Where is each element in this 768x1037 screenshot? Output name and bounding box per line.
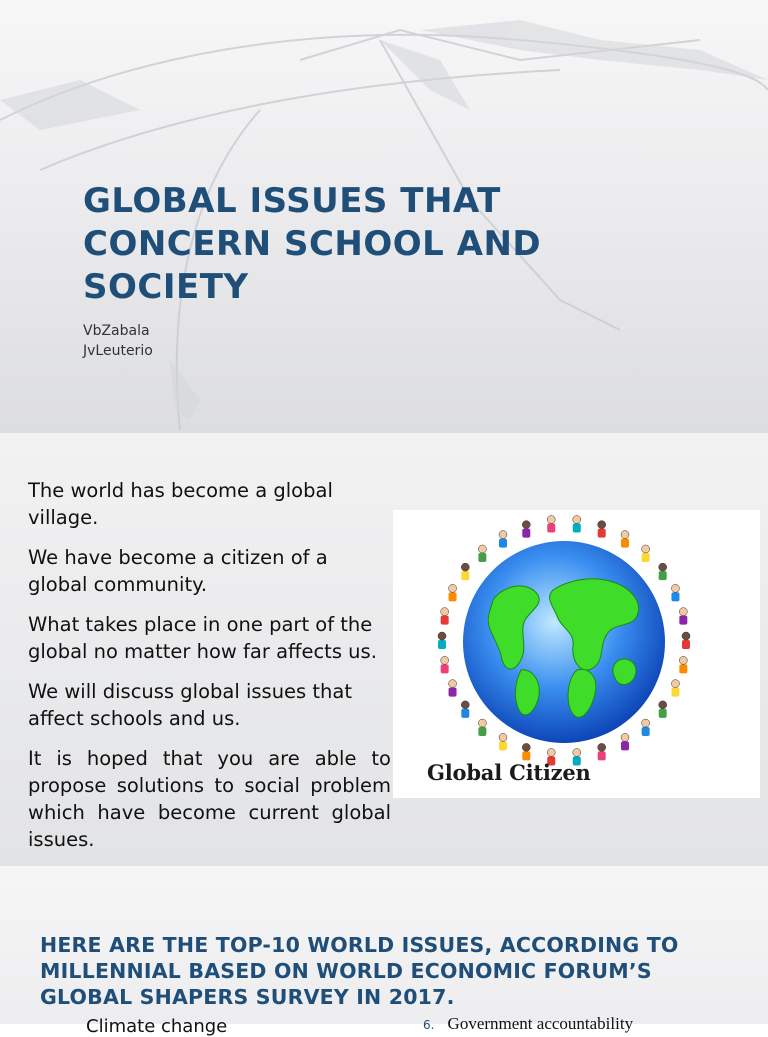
intro-paragraph: We will discuss global issues that affect schools and us. <box>28 680 353 730</box>
child-figure-icon <box>598 521 606 538</box>
child-figure-icon <box>478 545 486 562</box>
author-list <box>83 321 153 361</box>
child-figure-icon <box>671 680 679 697</box>
child-figure-icon <box>621 531 629 548</box>
child-figure-icon <box>642 545 650 562</box>
intro-text-column <box>28 477 391 866</box>
intro-paragraph: It is hoped that you are able to propose solutions to social problem which have become current global issues. <box>28 747 391 851</box>
image-caption: Global Citizen <box>427 760 591 785</box>
child-figure-icon <box>682 632 690 649</box>
child-figure-icon <box>478 719 486 736</box>
author-name: VbZabala <box>83 323 150 339</box>
intro-paragraph: We have become a citizen of a global community. <box>28 546 328 596</box>
child-figure-icon <box>499 531 507 548</box>
child-figure-icon <box>547 516 555 533</box>
child-figure-icon <box>679 608 687 625</box>
child-figure-icon <box>642 719 650 736</box>
author-name: JvLeuterio <box>83 343 153 359</box>
child-figure-icon <box>671 584 679 601</box>
globe-with-children-illustration <box>393 510 760 798</box>
child-figure-icon <box>449 680 457 697</box>
child-figure-icon <box>441 608 449 625</box>
intro-paragraph: What takes place in one part of the global no matter how far affects us. <box>28 613 377 663</box>
globe-icon <box>463 541 665 743</box>
top-issues-slide <box>0 866 768 1037</box>
slide-heading: HERE ARE THE TOP-10 WORLD ISSUES, ACCORDING TO MILLENNIAL BASED ON WORLD ECONOMIC FORUM’S GLOBAL SHAPERS SURVEY IN 2017. <box>40 933 679 1009</box>
issue-text: Government accountability <box>447 1014 634 1033</box>
issue-list-item: Climate change <box>86 1016 228 1037</box>
issue-list-item <box>423 1014 633 1034</box>
child-figure-icon <box>461 563 469 580</box>
child-figure-icon <box>679 656 687 673</box>
child-figure-icon <box>522 521 530 538</box>
child-figure-icon <box>621 733 629 750</box>
child-figure-icon <box>659 563 667 580</box>
child-figure-icon <box>438 632 446 649</box>
child-figure-icon <box>598 743 606 760</box>
child-figure-icon <box>441 656 449 673</box>
child-figure-icon <box>499 733 507 750</box>
child-figure-icon <box>461 701 469 718</box>
intro-slide <box>0 433 768 866</box>
global-citizen-image <box>393 510 760 798</box>
child-figure-icon <box>449 584 457 601</box>
child-figure-icon <box>573 516 581 533</box>
issue-number: 6. <box>423 1018 435 1032</box>
child-figure-icon <box>659 701 667 718</box>
presentation-title: GLOBAL ISSUES THAT CONCERN SCHOOL AND SOCIETY <box>83 181 542 307</box>
intro-paragraph: The world has become a global village. <box>28 479 333 529</box>
child-figure-icon <box>522 743 530 760</box>
title-slide <box>0 0 768 433</box>
